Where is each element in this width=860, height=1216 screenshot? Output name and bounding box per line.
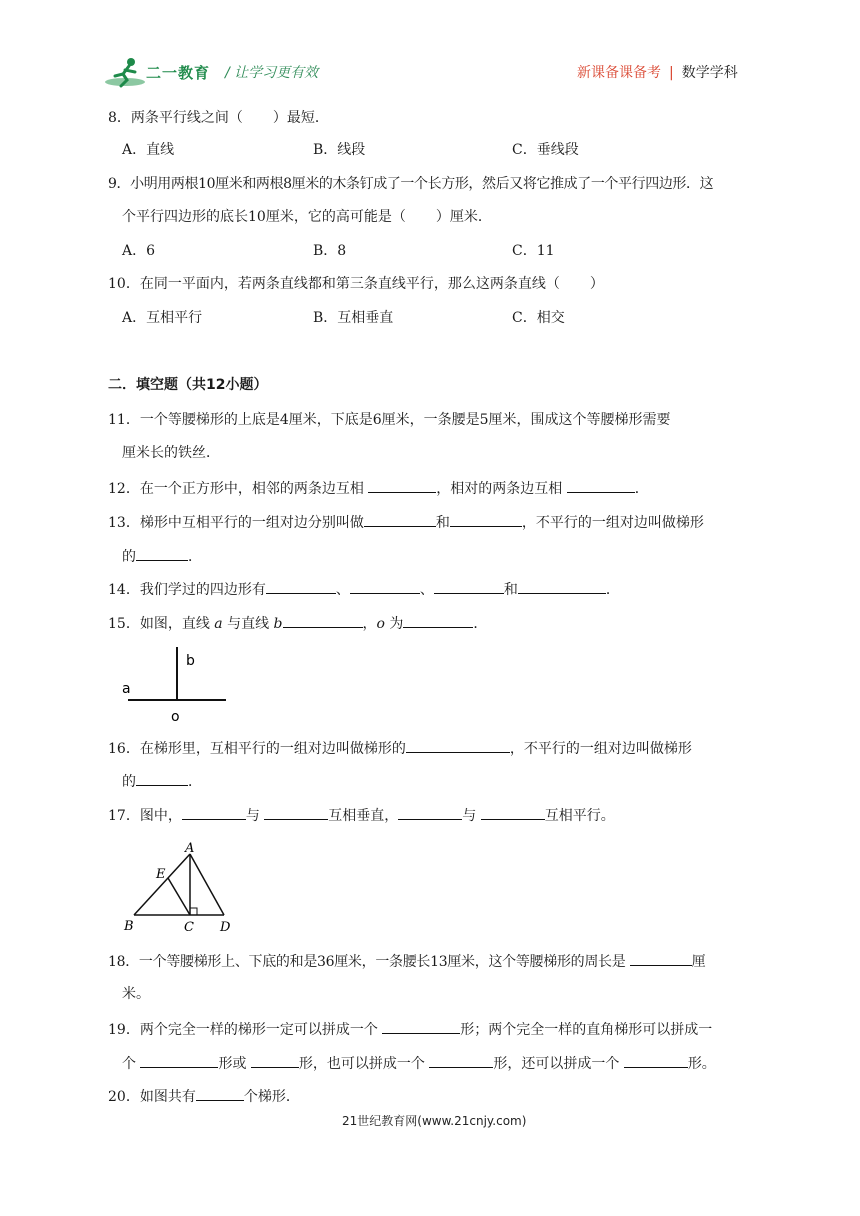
answer-blank[interactable] [518, 578, 606, 594]
question-11-line2: 厘米长的铁丝． [122, 445, 220, 461]
q17-text-4: 与 [462, 808, 477, 824]
q12-text-end: ． [634, 481, 649, 497]
answer-blank[interactable] [251, 1052, 299, 1068]
q10-text-end: ） [589, 276, 604, 292]
q17-figure [120, 838, 240, 934]
q8-text: 8．两条平行线之间（ [108, 110, 243, 126]
label-B: B [124, 919, 134, 934]
answer-blank[interactable] [368, 477, 436, 493]
answer-blank[interactable] [398, 804, 462, 820]
answer-blank[interactable] [434, 578, 504, 594]
header-slogan: / 让学习更有效 [225, 65, 319, 81]
question-14 [108, 578, 620, 600]
section-title: 二．填空题（共12小题） [108, 377, 268, 393]
header-subject: 数学学科 [681, 65, 738, 81]
q15-var-a: a [214, 616, 223, 632]
q8-option-a: A．直线 [122, 142, 175, 158]
q16-text-3: 的 [122, 774, 136, 790]
q10-option-a: A．互相平行 [122, 310, 203, 326]
answer-blank[interactable] [140, 1052, 218, 1068]
q9-text: 个平行四边形的底长10厘米，它的高可能是（ [122, 209, 406, 225]
q16-text-end: ． [188, 774, 202, 790]
q19-text: 19．两个完全一样的梯形一定可以拼成一个 [108, 1022, 378, 1038]
q9-option-b: B．8 [313, 243, 347, 259]
q15-figure [118, 645, 238, 725]
question-8 [108, 108, 329, 128]
q15-text-3: ， [362, 616, 377, 632]
q19-text-2: 形；两个完全一样的直角梯形可以拼成一 [460, 1022, 713, 1038]
q9-text-end: ）厘米． [435, 209, 492, 225]
header-right [577, 62, 738, 82]
question-13-line1 [108, 511, 704, 533]
q16-text-2: ，不平行的一组对边叫做梯形 [509, 741, 692, 757]
label-a: a [122, 681, 131, 697]
answer-blank[interactable] [266, 578, 336, 594]
q8-text-end: ）最短． [272, 110, 329, 126]
q20-text-end: 个梯形． [243, 1089, 300, 1105]
q9-option-a: A．6 [122, 243, 156, 259]
answer-blank[interactable] [182, 804, 246, 820]
question-18-line1 [108, 950, 705, 972]
q18-text-2: 厘 [691, 954, 706, 970]
q13-text-4: 的 [122, 549, 136, 565]
segment-ec [168, 878, 190, 915]
answer-blank[interactable] [136, 770, 188, 786]
q13-text-2: 和 [435, 515, 450, 531]
question-13-line2 [122, 545, 202, 567]
question-18-line2: 米。 [122, 986, 150, 1002]
answer-blank[interactable] [450, 511, 522, 527]
answer-blank[interactable] [481, 804, 545, 820]
question-11-line1: 11．一个等腰梯形的上底是4厘米，下底是6厘米，一条腰是5厘米，围成这个等腰梯形需要 [108, 412, 671, 428]
q13-text-3: ，不平行的一组对边叫做梯形 [521, 515, 704, 531]
q14-text: 14．我们学过的四边形有 [108, 582, 266, 598]
header-course-label: 新课备课备考 [577, 65, 661, 81]
q15-var-b: b [273, 616, 283, 632]
q15-text: 15．如图，直线 [108, 616, 210, 632]
q14-sep-3: 和 [503, 582, 518, 598]
q15-text-2: 与直线 [227, 616, 270, 632]
q19-text-end: 形。 [687, 1056, 716, 1072]
answer-blank[interactable] [136, 545, 188, 561]
question-12 [108, 477, 649, 499]
q16-text: 16．在梯形里，互相平行的一组对边叫做梯形的 [108, 741, 406, 757]
logo-text: 二一教育 [146, 64, 211, 82]
answer-blank[interactable] [350, 578, 420, 594]
answer-blank[interactable] [624, 1052, 688, 1068]
q19-text-5: 形，也可以拼成一个 [298, 1056, 425, 1072]
answer-blank[interactable] [382, 1018, 460, 1034]
question-10 [108, 274, 604, 294]
segment-ba [134, 854, 190, 915]
q17-text: 17．图中， [108, 808, 182, 824]
q12-text-2: ，相对的两条边互相 [436, 481, 563, 497]
q8-option-c: C．垂线段 [512, 142, 579, 158]
q15-text-end: ． [473, 616, 488, 632]
answer-blank[interactable] [630, 950, 692, 966]
segment-ad [190, 854, 224, 915]
label-E: E [156, 867, 166, 882]
answer-blank[interactable] [283, 612, 363, 628]
q19-text-4: 形或 [218, 1056, 247, 1072]
question-16-line1 [108, 737, 692, 759]
q10-option-c: C．相交 [512, 310, 565, 326]
q14-sep-1: 、 [335, 582, 350, 598]
q20-text: 20．如图共有 [108, 1089, 196, 1105]
question-19-line2 [122, 1052, 716, 1074]
q17-text-2: 与 [245, 808, 260, 824]
question-16-line2 [122, 770, 202, 792]
q10-text: 10．在同一平面内，若两条直线都和第三条直线平行，那么这两条直线（ [108, 276, 560, 292]
q13-text: 13．梯形中互相平行的一组对边分别叫做 [108, 515, 364, 531]
q17-text-end: 互相平行。 [544, 808, 615, 824]
question-20 [108, 1085, 300, 1107]
q12-text: 12．在一个正方形中，相邻的两条边互相 [108, 481, 364, 497]
question-9-line2 [122, 207, 492, 227]
answer-blank[interactable] [364, 511, 436, 527]
q17-text-3: 互相垂直， [328, 808, 399, 824]
q9-option-c: C．11 [512, 243, 555, 259]
question-9-line1: 9．小明用两根10厘米和两根8厘米的木条钉成了一个长方形，然后又将它推成了一个平行四边形．这 [108, 176, 714, 192]
q8-option-b: B．线段 [313, 142, 366, 158]
answer-blank[interactable] [264, 804, 328, 820]
question-17 [108, 804, 615, 826]
label-C: C [184, 920, 194, 934]
answer-blank[interactable] [429, 1052, 493, 1068]
q19-text-3: 个 [122, 1056, 136, 1072]
question-15 [108, 612, 487, 634]
q14-sep-2: 、 [419, 582, 434, 598]
right-angle-mark [190, 908, 197, 915]
q15-var-o: o [376, 616, 385, 632]
answer-blank[interactable] [567, 477, 635, 493]
q15-text-4: 为 [389, 616, 404, 632]
header-separator: | [669, 65, 674, 81]
answer-blank[interactable] [406, 737, 510, 753]
q10-option-b: B．互相垂直 [313, 310, 394, 326]
label-o: o [171, 709, 180, 725]
q14-text-end: ． [605, 582, 620, 598]
q19-text-6: 形，还可以拼成一个 [493, 1056, 620, 1072]
answer-blank[interactable] [196, 1085, 244, 1101]
question-19-line1 [108, 1018, 712, 1040]
label-D: D [220, 920, 231, 934]
q13-text-end: ． [188, 549, 202, 565]
page-footer: 21世纪教育网(www.21cnjy.com) [342, 1114, 527, 1128]
label-b: b [186, 653, 195, 669]
label-A: A [185, 841, 195, 856]
q18-text: 18．一个等腰梯形上、下底的和是36厘米，一条腰长13厘米，这个等腰梯形的周长是 [108, 954, 626, 970]
answer-blank[interactable] [403, 612, 473, 628]
